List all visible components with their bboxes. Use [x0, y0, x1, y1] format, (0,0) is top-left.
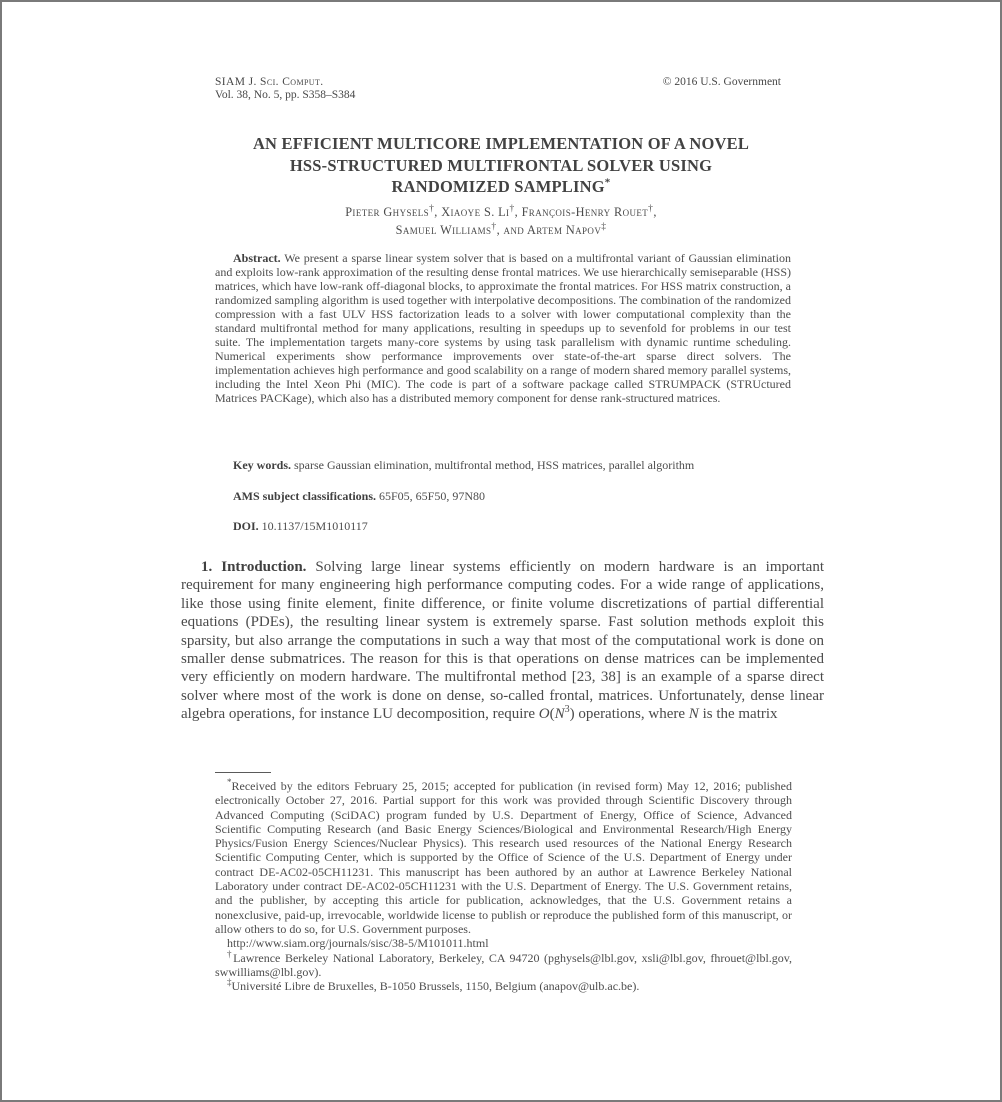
- author-affiliation-mark: †: [429, 203, 435, 214]
- body-text: is the matrix: [698, 706, 778, 723]
- author-name: François-Henry Rouet: [521, 205, 649, 219]
- abstract-label: Abstract.: [233, 251, 281, 265]
- author-affiliation-mark: †: [491, 221, 497, 232]
- footnote-dagger-mark: †: [227, 948, 234, 959]
- journal-info: [215, 76, 355, 102]
- body-text: operations, where: [574, 706, 689, 723]
- title-line-text: RANDOMIZED SAMPLING: [391, 177, 605, 196]
- introduction-section: [181, 558, 824, 724]
- math-exponent: 3: [564, 704, 570, 716]
- math-paren: ): [569, 706, 575, 723]
- author-separator: ,: [434, 205, 442, 219]
- footnote-star-mark: *: [227, 777, 232, 787]
- footnote-ddagger-mark: ‡: [227, 977, 232, 988]
- author-name: Samuel Williams: [395, 223, 492, 237]
- author-separator: ,: [653, 205, 657, 219]
- keywords-label: Key words.: [233, 458, 291, 472]
- volume-info: Vol. 38, No. 5, pp. S358–S384: [215, 89, 356, 101]
- title-line: [2, 176, 1000, 198]
- title-footnote-star: *: [604, 176, 611, 189]
- author-affiliation-mark: ‡: [601, 221, 607, 232]
- author-name: Artem Napov: [527, 223, 602, 237]
- body-text: Solving large linear systems efficiently on modern hardware is an important requirement for many engineering high performance computing codes. For a wide range of applications, like those using finite element, finite difference, or finite volume discretizations of partial differential equations (PDEs), the resulting linear system is extremely sparse. Fast solution methods exploit this sparsity, but also arrange the computations in such a way that most of the computational work is done on smaller dense submatrices. The reason for this is that operations on dense matrices can be implemented very efficiently on modern hardware. The multifrontal method [23, 38] is an example of a sparse direct solver where most of the work is done on dense, so-called frontal, matrices. Unfortunately, dense linear algebra operations, for instance LU decomposition, require: [181, 559, 824, 723]
- author-separator: ,: [514, 205, 522, 219]
- journal-name: SIAM J. Sci. Comput.: [215, 76, 324, 88]
- footnote-ddagger-text: Université Libre de Bruxelles, B-1050 Brussels, 1150, Belgium (anapov@ulb.ac.be).: [231, 979, 640, 994]
- math-variable-n: N: [554, 706, 565, 723]
- math-paren: (: [549, 706, 555, 723]
- footnote-rule: [215, 772, 271, 773]
- author-line: [2, 203, 1000, 221]
- author-line: [2, 221, 1000, 239]
- keywords-section: [215, 458, 791, 472]
- title-line: HSS-STRUCTURED MULTIFRONTAL SOLVER USING: [289, 155, 713, 175]
- author-affiliation-mark: †: [509, 203, 515, 214]
- footnote-ddagger: [215, 979, 792, 993]
- footnotes-section: [215, 779, 792, 993]
- author-list: [2, 203, 1000, 239]
- doi-section: [215, 519, 791, 533]
- math-variable-n: N: [688, 706, 699, 723]
- doi-label: DOI.: [233, 519, 259, 533]
- title-line: AN EFFICIENT MULTICORE IMPLEMENTATION OF A NOVEL: [252, 134, 750, 153]
- ams-section: [215, 489, 791, 503]
- author-affiliation-mark: †: [648, 203, 654, 214]
- running-head: [215, 76, 781, 102]
- doi-text: 10.1137/15M1010117: [261, 519, 368, 533]
- keywords-text: sparse Gaussian elimination, multifrontal method, HSS matrices, parallel algorithm: [294, 458, 695, 472]
- paper-title: [2, 133, 1000, 198]
- abstract-text: We present a sparse linear system solver that is based on a multifrontal variant of Gaussian elimination and exploits low-rank approximation of the resulting dense frontal matrices. We use hierarchically semiseparable (HSS) matrices, which have low-rank off-diagonal blocks, to approximate the frontal matrices. For HSS matrix construction, a randomized sampling algorithm is used together with interpolative decompositions. The combination of the randomized compression with a fast ULV HSS factorization leads to a solver with lower computational complexity than the standard multifrontal method for many applications, resulting in speedups up to sevenfold for problems in our test suite. The implementation targets many-core systems by using task parallelism with dynamic runtime scheduling. Numerical experiments show performance improvements over state-of-the-art sparse direct solvers. The implementation achieves high performance and good scalability on a range of modern shared memory parallel systems, including the Intel Xeon Phi (MIC). The code is part of a software package called STRUMPACK (STRUctured Matrices PACKage), which also has a distributed memory component for dense rank-structured matrices.: [215, 251, 791, 405]
- abstract-section: [215, 251, 791, 405]
- footnote-star-text: Received by the editors February 25, 2015; accepted for publication (in revised form) May 12, 2016; published electronically October 27, 2016. Partial support for this work was provided through Scientific Discovery through Advanced Computing (SciDAC) program funded by U.S. Department of Energy, Office of Science, Advanced Scientific Computing Research (and Basic Energy Sciences/Biological and Environmental Research/High Energy Physics/Fusion Energy Sciences/Nuclear Physics). This research used resources of the National Energy Research Scientific Computing Center, which is supported by the Office of Science of the U.S. Department of Energy under contract DE-AC02-05CH11231. This manuscript has been authored by an author at Lawrence Berkeley National Laboratory under contract DE-AC02-05CH11231 with the U.S. Department of Energy. The U.S. Government retains, and the publisher, by accepting this article for publication, acknowledges, that the U.S. Government retains a nonexclusive, paid-up, irrevocable, worldwide license to publish or reproduce the published form of this manuscript, or allow others to do so, for U.S. Government purposes.: [215, 779, 792, 936]
- ams-text: 65F05, 65F50, 97N80: [379, 489, 486, 503]
- copyright-notice: © 2016 U.S. Government: [662, 76, 781, 88]
- math-big-o: O: [538, 706, 550, 723]
- footnote-url: http://www.siam.org/journals/sisc/38-5/M101011.html: [227, 936, 489, 951]
- author-separator: , and: [496, 223, 528, 237]
- author-name: Pieter Ghysels: [345, 205, 430, 219]
- footnote-star: [215, 779, 792, 936]
- section-heading: 1. Introduction.: [201, 559, 307, 575]
- ams-label: AMS subject classifications.: [233, 489, 376, 503]
- footnote-dagger-text: Lawrence Berkeley National Laboratory, Berkeley, CA 94720 (pghysels@lbl.gov, xsli@lbl.gov, fhrouet@lbl.gov, swwilliams@lbl.gov).: [215, 950, 793, 979]
- author-name: Xiaoye S. Li: [441, 205, 510, 219]
- footnote-dagger: [215, 948, 793, 980]
